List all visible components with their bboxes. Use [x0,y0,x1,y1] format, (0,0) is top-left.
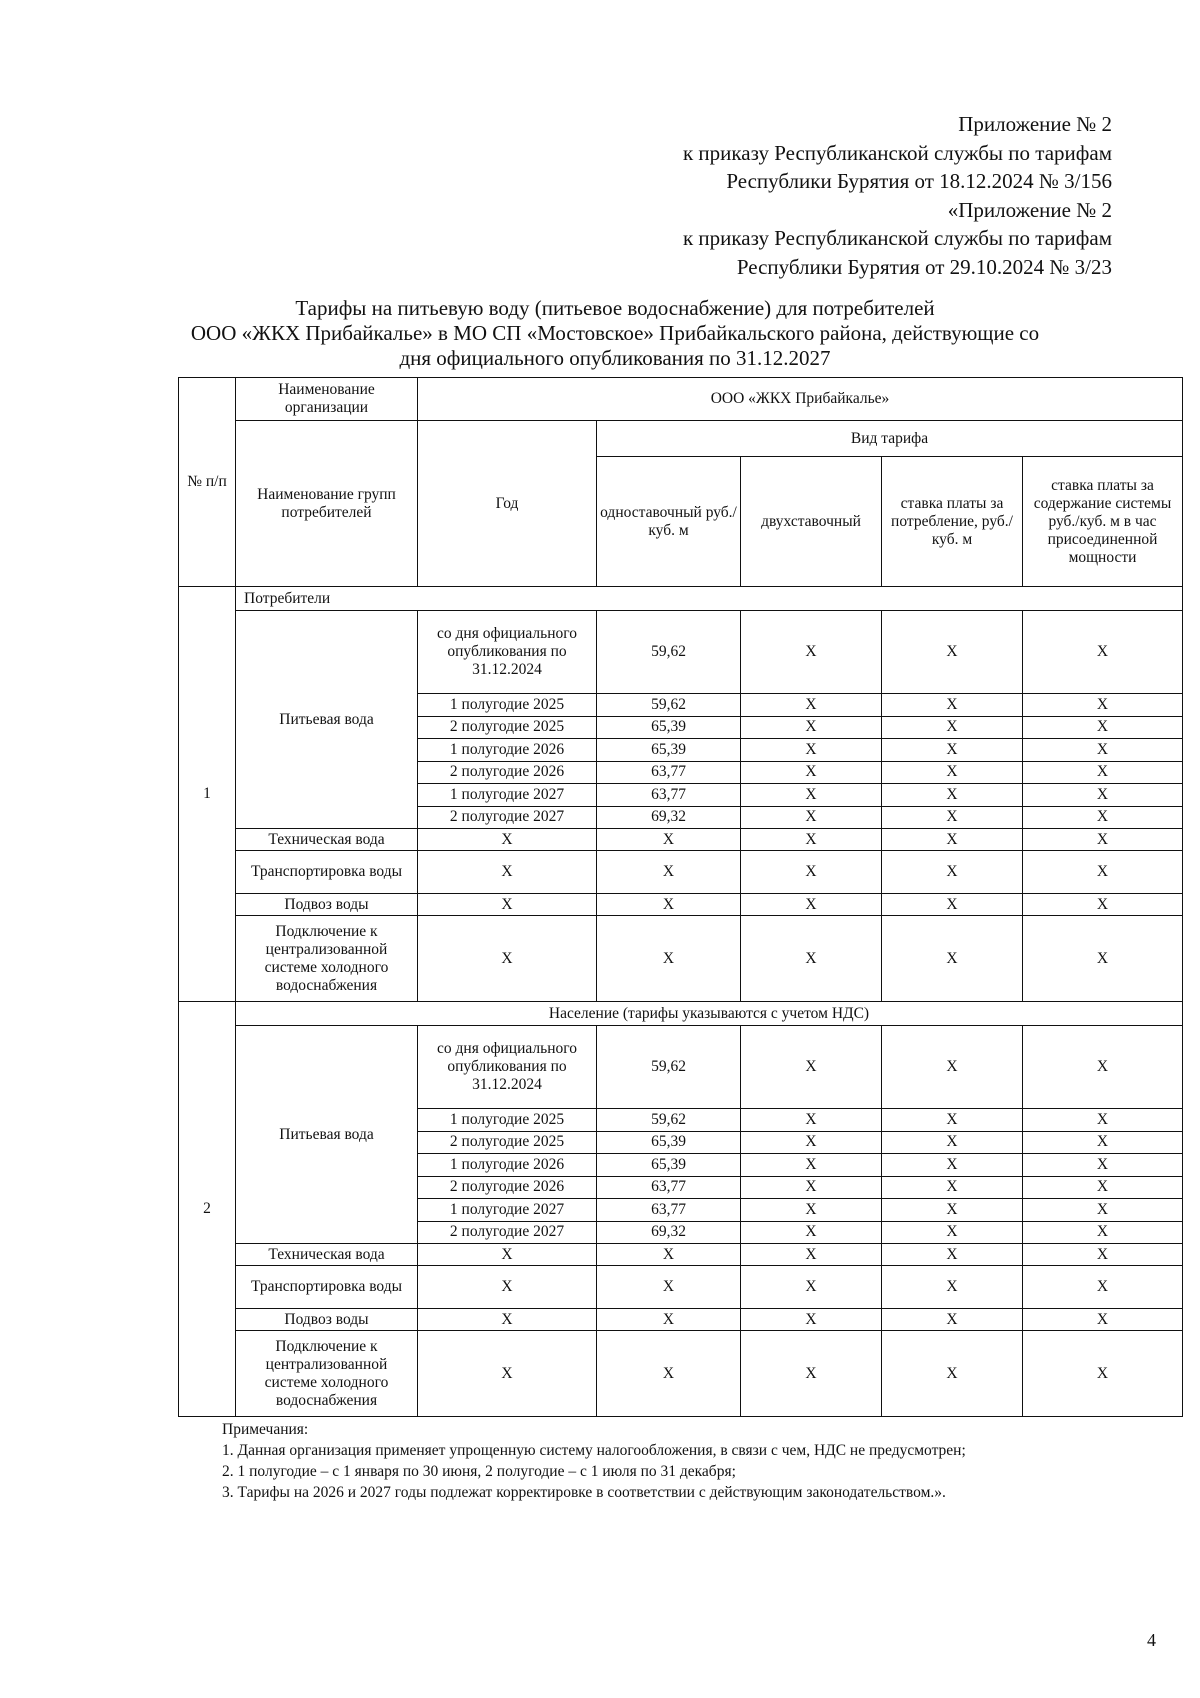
notes [222,1419,966,1503]
one-rate-cell: 65,39 [597,1131,741,1154]
org-value: ООО «ЖКХ Прибайкалье» [418,378,1183,421]
maintenance-cell: X [1023,1244,1183,1266]
consumption-cell: X [882,1199,1023,1222]
table-row [179,916,1183,1002]
year-cell: X [418,894,597,916]
two-rate-cell: X [741,739,882,762]
two-rate-cell: X [741,894,882,916]
year-cell: 1 полугодие 2027 [418,1199,597,1222]
one-rate-cell: 63,77 [597,784,741,807]
consumption-cell: X [882,829,1023,851]
maintenance-cell: X [1023,1266,1183,1309]
one-rate-cell: 65,39 [597,716,741,739]
two-rate-cell: X [741,1154,882,1177]
two-rate-cell: X [741,1331,882,1417]
maintenance-cell: X [1023,611,1183,694]
table-row [179,894,1183,916]
one-rate-cell: X [597,894,741,916]
title-line: Тарифы на питьевую воду (питьевое водоснабжение) для потребителей [295,296,935,320]
one-rate-cell: X [597,851,741,894]
section-label-row [179,587,1183,611]
consumption-cell: X [882,1109,1023,1132]
year-cell: X [418,1309,597,1331]
year-cell: X [418,829,597,851]
group-cell: Техническая вода [236,829,418,851]
year-cell: 1 полугодие 2025 [418,694,597,717]
header-consumption: ставка платы за потребление, руб./ куб. м [882,457,1023,587]
header-line: Республики Бурятия от 29.10.2024 № 3/23 [736,254,1112,279]
year-cell: 2 полугодие 2027 [418,1221,597,1244]
notes-heading: Примечания: [222,1421,309,1438]
maintenance-cell: X [1023,851,1183,894]
table-row [179,1266,1183,1309]
one-rate-cell: X [597,1331,741,1417]
title-line: ООО «ЖКХ Прибайкалье» в МО СП «Мостовское» Прибайкальского района, действующие со [190,321,1040,345]
one-rate-cell: 59,62 [597,611,741,694]
header-one-rate: одноставочный руб./ куб. м [597,457,741,587]
one-rate-cell: 59,62 [597,1109,741,1132]
consumption-cell: X [882,916,1023,1002]
consumption-cell: X [882,1331,1023,1417]
header-line: «Приложение № 2 [947,197,1112,222]
year-cell: со дня официального опубликования по 31.12.2024 [418,1026,597,1109]
year-cell: 1 полугодие 2027 [418,784,597,807]
group-cell: Подключение к централизованной системе холодного водоснабжения [236,916,418,1002]
one-rate-cell: 63,77 [597,1199,741,1222]
table-row [179,1331,1183,1417]
consumption-cell: X [882,784,1023,807]
one-rate-cell: X [597,916,741,1002]
header-org-name: Наименование организации [236,378,418,421]
header-line: к приказу Республиканской службы по тарифам [682,140,1112,165]
year-cell: 1 полугодие 2026 [418,1154,597,1177]
maintenance-cell: X [1023,1026,1183,1109]
maintenance-cell: X [1023,716,1183,739]
maintenance-cell: X [1023,1331,1183,1417]
one-rate-cell: 69,32 [597,806,741,829]
one-rate-cell: X [597,829,741,851]
section-label: Население (тарифы указываются с учетом НДС) [236,1002,1183,1026]
two-rate-cell: X [741,806,882,829]
year-cell: X [418,1244,597,1266]
consumption-cell: X [882,806,1023,829]
group-cell: Транспортировка воды [236,1266,418,1309]
maintenance-cell: X [1023,1176,1183,1199]
maintenance-cell: X [1023,1131,1183,1154]
table-header-row [179,421,1183,457]
table-row [179,829,1183,851]
table-row [179,1026,1183,1109]
year-cell: X [418,1331,597,1417]
one-rate-cell: 59,62 [597,694,741,717]
consumption-cell: X [882,716,1023,739]
one-rate-cell: 63,77 [597,761,741,784]
one-rate-cell: X [597,1309,741,1331]
year-cell: X [418,916,597,1002]
document-header [683,110,1112,281]
maintenance-cell: X [1023,829,1183,851]
two-rate-cell: X [741,829,882,851]
table-header-row [179,378,1183,421]
maintenance-cell: X [1023,784,1183,807]
year-cell: 1 полугодие 2026 [418,739,597,762]
maintenance-cell: X [1023,1309,1183,1331]
consumption-cell: X [882,1026,1023,1109]
group-cell: Подвоз воды [236,1309,418,1331]
group-cell: Питьевая вода [236,611,418,829]
header-line: к приказу Республиканской службы по тарифам [682,226,1112,250]
consumption-cell: X [882,1309,1023,1331]
consumption-cell: X [882,1154,1023,1177]
document-title [150,296,1080,371]
year-cell: 2 полугодие 2025 [418,716,597,739]
two-rate-cell: X [741,1176,882,1199]
consumption-cell: X [882,739,1023,762]
table-row [179,611,1183,694]
maintenance-cell: X [1023,761,1183,784]
header-line: Приложение № 2 [958,112,1112,136]
two-rate-cell: X [741,1199,882,1222]
consumption-cell: X [882,894,1023,916]
consumption-cell: X [882,761,1023,784]
two-rate-cell: X [741,851,882,894]
group-cell: Техническая вода [236,1244,418,1266]
header-num: № п/п [179,378,236,587]
maintenance-cell: X [1023,1154,1183,1177]
maintenance-cell: X [1023,1199,1183,1222]
note-item: 1. Данная организация применяет упрощенную систему налогообложения, в связи с чем, НДС не предусмотрен; [222,1442,966,1459]
table-row [179,1309,1183,1331]
two-rate-cell: X [741,1244,882,1266]
consumption-cell: X [882,1131,1023,1154]
year-cell: со дня официального опубликования по 31.12.2024 [418,611,597,694]
consumption-cell: X [882,1176,1023,1199]
section-num: 2 [179,1002,236,1417]
two-rate-cell: X [741,1131,882,1154]
header-maintenance: ставка платы за содержание системы руб./куб. м в час присоединенной мощности [1023,457,1183,587]
section-num: 1 [179,587,236,1002]
maintenance-cell: X [1023,739,1183,762]
two-rate-cell: X [741,1221,882,1244]
maintenance-cell: X [1023,694,1183,717]
group-cell: Подвоз воды [236,894,418,916]
maintenance-cell: X [1023,916,1183,1002]
one-rate-cell: X [597,1244,741,1266]
year-cell: 1 полугодие 2025 [418,1109,597,1132]
two-rate-cell: X [741,1266,882,1309]
two-rate-cell: X [741,784,882,807]
one-rate-cell: 59,62 [597,1026,741,1109]
table-row [179,851,1183,894]
note-item: 2. 1 полугодие – с 1 января по 30 июня, 2 полугодие – с 1 июля по 31 декабря; [222,1463,736,1480]
header-tariff-type: Вид тарифа [597,421,1183,457]
consumption-cell: X [882,1221,1023,1244]
two-rate-cell: X [741,916,882,1002]
page-number: 4 [1147,1630,1156,1650]
two-rate-cell: X [741,716,882,739]
maintenance-cell: X [1023,1109,1183,1132]
tariff-table [178,377,1183,1417]
table-row [179,1244,1183,1266]
header-year: Год [418,421,597,587]
one-rate-cell: 63,77 [597,1176,741,1199]
two-rate-cell: X [741,694,882,717]
section-label: Потребители [236,587,1183,611]
two-rate-cell: X [741,761,882,784]
year-cell: X [418,1266,597,1309]
year-cell: 2 полугодие 2025 [418,1131,597,1154]
two-rate-cell: X [741,1026,882,1109]
year-cell: 2 полугодие 2026 [418,1176,597,1199]
section-label-row [179,1002,1183,1026]
maintenance-cell: X [1023,1221,1183,1244]
consumption-cell: X [882,1266,1023,1309]
maintenance-cell: X [1023,894,1183,916]
consumption-cell: X [882,851,1023,894]
one-rate-cell: 65,39 [597,1154,741,1177]
consumption-cell: X [882,694,1023,717]
header-two-rate: двухставочный [741,457,882,587]
note-item: 3. Тарифы на 2026 и 2027 годы подлежат корректировке в соответствии с действующим законодательством.». [222,1484,946,1501]
two-rate-cell: X [741,1109,882,1132]
group-cell: Подключение к централизованной системе холодного водоснабжения [236,1331,418,1417]
consumption-cell: X [882,1244,1023,1266]
year-cell: X [418,851,597,894]
group-cell: Транспортировка воды [236,851,418,894]
consumption-cell: X [882,611,1023,694]
year-cell: 2 полугодие 2026 [418,761,597,784]
title-line: дня официального опубликования по 31.12.2027 [399,346,831,370]
group-cell: Питьевая вода [236,1026,418,1244]
year-cell: 2 полугодие 2027 [418,806,597,829]
header-line: Республики Бурятия от 18.12.2024 № 3/156 [726,169,1112,193]
header-group: Наименование групп потребителей [236,421,418,587]
one-rate-cell: X [597,1266,741,1309]
one-rate-cell: 65,39 [597,739,741,762]
two-rate-cell: X [741,611,882,694]
one-rate-cell: 69,32 [597,1221,741,1244]
maintenance-cell: X [1023,806,1183,829]
two-rate-cell: X [741,1309,882,1331]
